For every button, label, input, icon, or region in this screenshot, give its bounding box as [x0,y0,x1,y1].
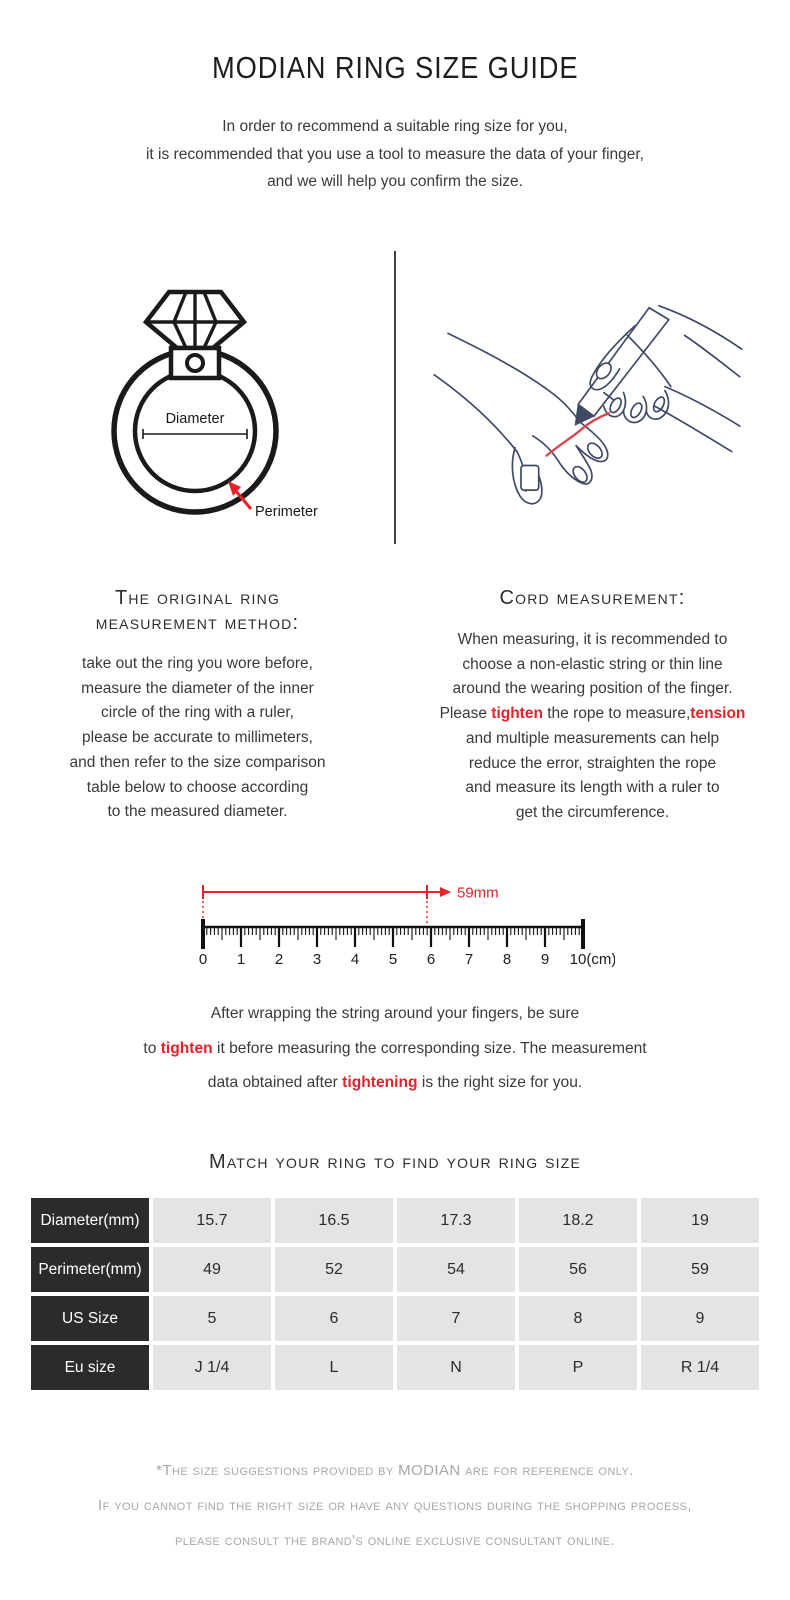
diameter-measure [143,411,247,439]
ruler-illustration [195,872,615,975]
intro-line: and we will help you confirm the size. [267,173,523,190]
ruler-number: 9 [540,951,550,968]
table-cell: 52 [275,1247,393,1292]
diamond-icon [146,292,244,348]
ruler-number: 4 [350,951,360,968]
table-cell: 54 [397,1247,515,1292]
table-cell: 59 [641,1247,759,1292]
tighten-paragraph: After wrapping the string around your fingers, be sure to tighten it before measuring the corresponding size. The measurement data obtained after tightening is the right size for you. [143,1005,647,1092]
table-cell: 56 [519,1247,637,1292]
ruler-number: 2 [274,951,284,968]
table-cell: L [275,1345,393,1390]
hand-measuring-illustration [430,292,746,568]
table-cell: 16.5 [275,1198,393,1243]
table-cell: 7 [397,1296,515,1341]
table-cell: J 1/4 [153,1345,271,1390]
ruler-number: 8 [502,951,512,968]
ruler-number: 6 [426,951,436,968]
table-cell: 5 [153,1296,271,1341]
fingernail-icon [585,440,605,460]
ruler-number: 10(cm) [569,951,615,968]
ruler-svg [195,872,615,970]
table-cell: 15.7 [153,1198,271,1243]
table-cell: P [519,1345,637,1390]
intro-line: it is recommended that you use a tool to measure the data of your finger, [145,145,644,163]
highlight-tension: tension [690,705,746,723]
intro-paragraph [0,113,790,196]
cord-measurement-heading: Cord measurement: [499,587,686,609]
footer-line: *The size suggestions provided by MODIAN are for reference only. [156,1462,634,1479]
ruler-tick-labels [199,951,615,968]
ring-diagram-illustration [65,276,365,536]
table-cell: N [397,1345,515,1390]
ruler-measure [203,885,499,925]
red-arrow-icon [440,887,451,897]
fingernail-icon [608,396,624,414]
table-cell: 8 [519,1296,637,1341]
ruler-ticks [207,927,579,947]
ruler-number: 1 [236,951,246,968]
measure-value-label: 59mm [457,884,499,902]
diameter-label: Diameter [165,411,225,427]
original-ring-method-heading: The original ring measurement method: [95,587,300,634]
cord-measurement-body: When measuring, it is recommended to choose a non-elastic string or thin line around the wearing position of the finger. Please tighten the rope to measure,tension and multiple measurements can help reduce the error, straighten the rope and measure its length with a ruler to get the circumference. [439,631,746,821]
table-cell: 49 [153,1247,271,1292]
table-row-header: Perimeter(mm) [31,1247,149,1292]
thumbnail-icon [521,465,539,490]
ruler-number: 0 [198,951,208,968]
table-cell: R 1/4 [641,1345,759,1390]
table-cell: 18.2 [519,1198,637,1243]
table-row-header: US Size [31,1296,149,1341]
table-row-header: Diameter(mm) [31,1198,149,1243]
original-ring-method-body: take out the ring you wore before, measure the diameter of the inner circle of the ring with a ruler, please be accurate to millimeters, and then refer to the size comparison table below to choose according to the measured diameter. [69,655,326,821]
fingernail-icon [629,401,645,419]
table-cell: 17.3 [397,1198,515,1243]
intro-line: In order to recommend a suitable ring size for you, [222,118,568,135]
ruler-number: 5 [388,951,398,968]
table-cell: 19 [641,1198,759,1243]
footer-line: If you cannot find the right size or have any questions during the shopping process, [98,1497,692,1514]
footer-line: please consult the brand's online exclusive consultant online. [175,1532,615,1549]
page-title: MODIAN RING SIZE GUIDE [211,50,579,85]
perimeter-label: Perimeter [255,504,318,520]
highlight-tighten: tighten [160,1039,213,1057]
highlight-tightening: tightening [342,1074,418,1092]
ruler-number: 3 [312,951,322,968]
highlight-tighten: tighten [491,705,543,723]
footer-disclaimer [0,1453,790,1558]
table-cell: 9 [641,1296,759,1341]
match-ring-heading: Match your ring to find your ring size [208,1151,582,1173]
ruler-number: 7 [464,951,474,968]
fingernail-icon [570,464,589,485]
size-table [31,1198,759,1390]
table-cell: 6 [275,1296,393,1341]
vertical-divider [394,251,396,544]
table-row-header: Eu size [31,1345,149,1390]
